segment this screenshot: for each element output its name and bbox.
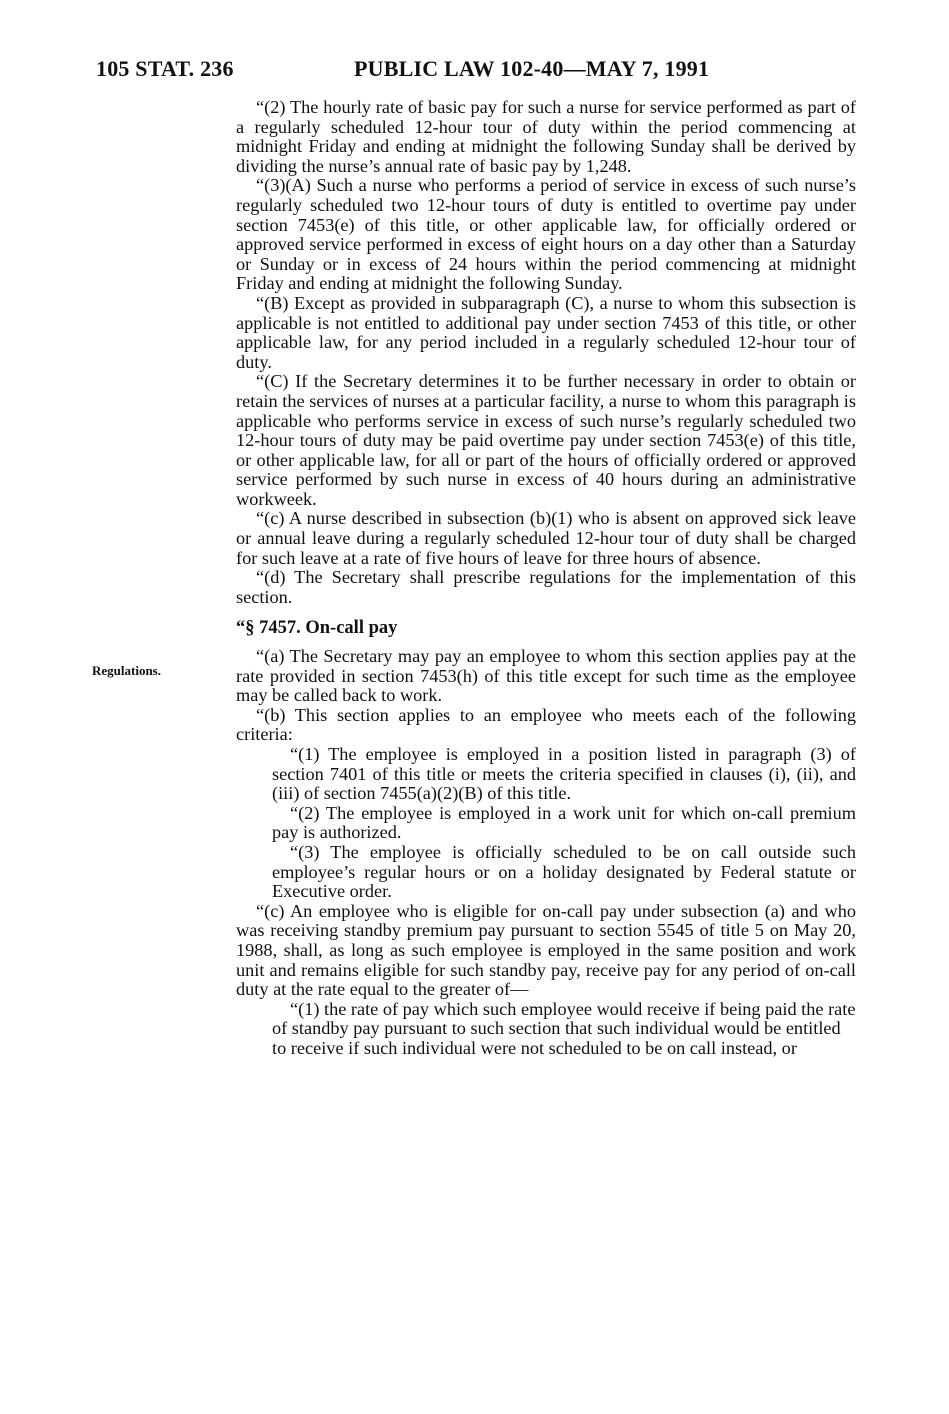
paragraph: “(3)(A) Such a nurse who performs a period of service in excess of such nurse’s regularly scheduled two 12-hour tours of duty is entitled to overtime pay under section 7453(e) of this title, or other applicable law, for officially ordered or approved service performed in excess of eight hours on a day other than a Saturday or Sunday or in excess of 24 hours within the period commencing at midnight Friday and ending at midnight the following Sunday. [236,175,856,294]
criteria-item: “(1) the rate of pay which such employee would receive if being paid the rate of standby pay pursuant to such section that such individual would be entitled to receive if such individual were not scheduled to be on call instead, or [272,998,856,1058]
public-law-title: PUBLIC LAW 102-40—MAY 7, 1991 [354,56,710,81]
paragraph: “(d) The Secretary shall prescribe regulations for the implementation of this section. [236,567,856,607]
paragraph: “(2) The hourly rate of basic pay for such a nurse for service performed as part of a regularly scheduled 12-hour tour of duty within the period commencing at midnight Friday and ending at midnight the following Sunday shall be derived by dividing the nurse’s annual rate of basic pay by 1,248. [236,97,856,176]
page-header [96,56,856,84]
paragraph: “(B) Except as provided in subparagraph (C), a nurse to whom this subsection is applicable is not entitled to additional pay under section 7453 of this title, or other applicable law, for any period included in a regularly scheduled 12-hour tour of duty. [236,292,856,372]
section-paragraph: “(a) The Secretary may pay an employee to whom this section applies pay at the rate provided in section 7453(h) of this title except for such time as the employee may be called back to work. [236,646,856,706]
section-paragraph: “(c) An employee who is eligible for on-call pay under subsection (a) and who was receiving standby premium pay pursuant to section 5545 of title 5 on May 20, 1988, shall, as long as such employee is employed in the same position and work unit and remains eligible for such standby pay, receive pay for any period of on-call duty at the rate equal to the greater of— [236,900,856,1000]
section-paragraph: “(b) This section applies to an employee who meets each of the following criteria: [236,704,856,745]
paragraph: “(c) A nurse described in subsection (b)(1) who is absent on approved sick leave or annual leave during a regularly scheduled 12-hour tour of duty shall be charged for such leave at a rate of five hours of leave for three hours of absence. [236,508,856,568]
criteria-item: “(1) The employee is employed in a position listed in paragraph (3) of section 7401 of this title or meets the criteria specified in clauses (i), (ii), and (iii) of section 7455(a)(2)(B) of this title. [272,744,856,804]
paragraph: “(C) If the Secretary determines it to be further necessary in order to obtain or retain the services of nurses at a particular facility, a nurse to whom this paragraph is applicable who performs service in excess of such nurse’s regularly scheduled two 12-hour tours of duty may be paid overtime pay under section 7453(e) of this title, or other applicable law, for all or part of the hours of officially ordered or approved service performed by such nurse in excess of 40 hours during an administrative workweek. [236,371,856,509]
criteria-item: “(3) The employee is officially scheduled to be on call outside such employee’s regular hours or on a holiday designated by Federal statute or Executive order. [272,841,856,902]
margin-note-regulations: Regulations. [92,663,161,678]
document-body [236,98,856,1059]
stat-page-number: 105 STAT. 236 [96,56,234,81]
section-heading: “§ 7457. On-call pay [236,618,398,639]
criteria-item: “(2) The employee is employed in a work unit for which on-call premium pay is authorized. [272,802,856,843]
